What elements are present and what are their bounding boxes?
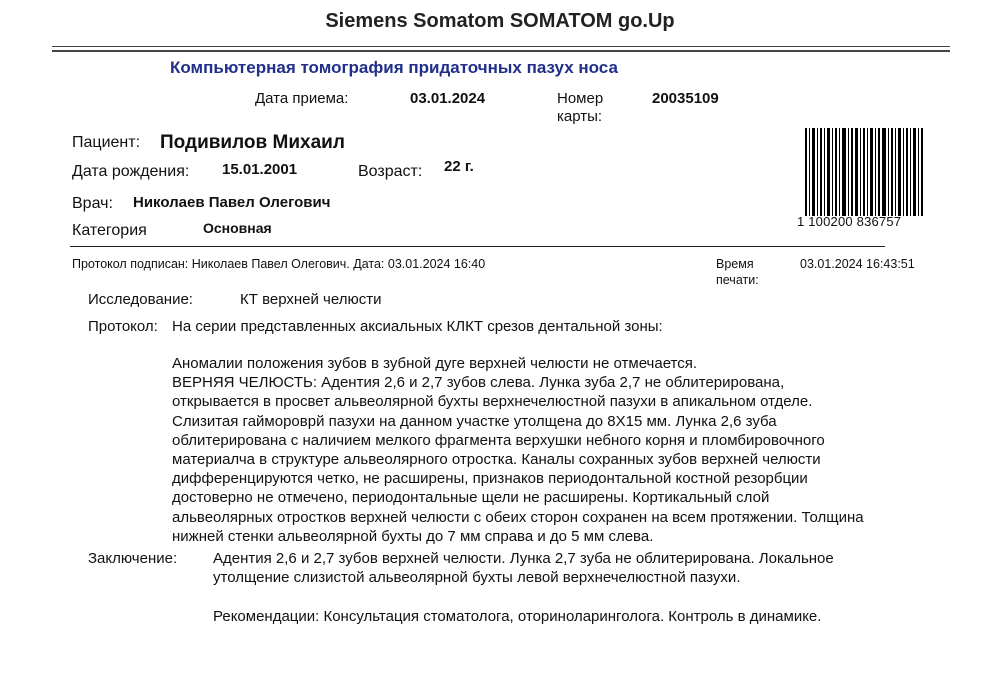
recommendation-text: Рекомендации: Консультация стоматолога, оториноларинголога. Контроль в динамике. xyxy=(213,608,822,625)
protocol-line: альвеолярных отростков верхней челюсти с обеих сторон сохранен на всем протяжении. Толщина xyxy=(172,508,864,526)
age-label: Возраст: xyxy=(358,163,423,180)
barcode-digits: 1 100200 836757 xyxy=(797,214,902,229)
protocol-line: Слизитая гаймороврй пазухи на данном участке утолщена до 8Х15 мм. Лунка 2,6 зуба xyxy=(172,412,777,430)
visit-date-label: Дата приема: xyxy=(255,90,349,107)
protocol-body xyxy=(172,354,972,546)
protocol-line: облитерирована с наличием мелкого фрагмента верхушки небного корня и пломбировочного xyxy=(172,431,825,449)
header-divider xyxy=(52,46,950,52)
card-number-value: 20035109 xyxy=(652,90,719,107)
protocol-line: ВЕРНЯЯ ЧЕЛЮСТЬ: Адентия 2,6 и 2,7 зубов слева. Лунка зуба 2,7 не облитерирована, xyxy=(172,374,785,392)
protocol-label: Протокол: xyxy=(88,318,158,335)
doctor-name: Николаев Павел Олегович xyxy=(133,194,331,211)
conclusion-line: утолщение слизистой альвеолярной бухты левой верхнечелюстной пазухи. xyxy=(213,569,741,587)
document-title: Siemens Somatom SOMATOM go.Up xyxy=(325,10,675,32)
visit-date-value: 03.01.2024 xyxy=(410,90,486,107)
category-value: Основная xyxy=(203,220,272,236)
print-time-value: 03.01.2024 16:43:51 xyxy=(800,257,915,271)
conclusion-label: Заключение: xyxy=(88,550,178,567)
section-divider xyxy=(70,246,885,247)
protocol-line: нижней стенки альвеолярной бухты до 7 мм справа и до 5 мм слева. xyxy=(172,527,654,545)
patient-label: Пациент: xyxy=(72,134,141,151)
protocol-line: открывается в просвет альвеолярной бухты верхнечелюстной пазухи в апикальном отделе. xyxy=(172,393,813,411)
card-number-label-line1: Номер xyxy=(557,90,604,107)
print-time-label-line1: Время xyxy=(716,257,754,271)
protocol-intro: На серии представленных аксиальных КЛКТ срезов дентальной зоны: xyxy=(172,318,663,335)
category-label: Категория xyxy=(72,222,147,239)
protocol-line: Аномалии положения зубов в зубной дуге верхней челюсти не отмечается. xyxy=(172,355,698,372)
patient-name: Подивилов Михаил xyxy=(160,132,345,153)
protocol-signed-text: Протокол подписан: Николаев Павел Олегович. Дата: 03.01.2024 16:40 xyxy=(72,257,486,271)
dob-label: Дата рождения: xyxy=(72,163,190,180)
barcode-icon xyxy=(805,128,923,216)
card-number-label-line2: карты: xyxy=(557,108,603,125)
protocol-line: достоверно не отмечено, периодонтальные щели не расширены. Кортикальный слой xyxy=(172,489,770,507)
protocol-line: дифференцируются четко, не расширены, признаков периодонтальной костной резорбции xyxy=(172,470,808,488)
conclusion-line: Адентия 2,6 и 2,7 зубов верхней челюсти. Лунка 2,7 зуба не облитерирована. Локальное xyxy=(213,550,834,567)
study-label: Исследование: xyxy=(88,291,193,308)
dob-value: 15.01.2001 xyxy=(222,161,298,178)
study-type-title: Компьютерная томография придаточных пазух носа xyxy=(170,58,618,77)
print-time-label-line2: печати: xyxy=(716,273,759,287)
doctor-label: Врач: xyxy=(72,195,113,212)
age-value: 22 г. xyxy=(444,158,474,175)
study-value: КТ верхней челюсти xyxy=(240,291,382,308)
conclusion-text xyxy=(213,549,973,587)
protocol-line: материалча в структуре альвеолярного отростка. Каналы сохранных зубов верхней челюсти xyxy=(172,451,821,469)
